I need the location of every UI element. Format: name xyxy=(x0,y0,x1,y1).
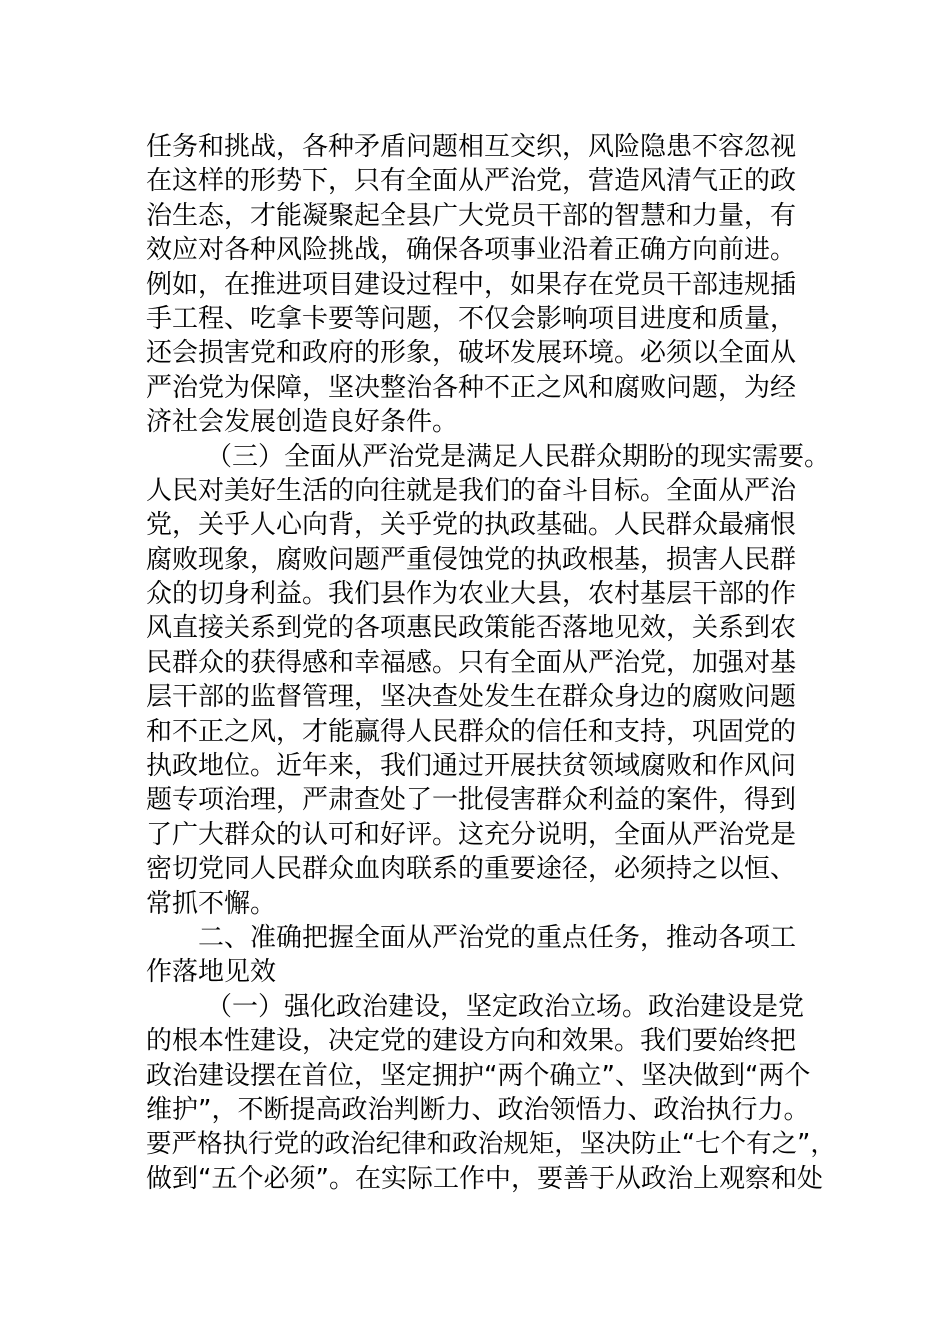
paragraph-line: 了广大群众的认可和好评。这充分说明，全面从严治党是 xyxy=(146,819,797,850)
paragraph-line: 执政地位。近年来，我们通过开展扶贫领域腐败和作风问 xyxy=(146,751,797,782)
subsection-heading-3: （三）全面从严治党是满足人民群众期盼的现实需要。 xyxy=(206,441,831,472)
paragraph-line: 层干部的监督管理，坚决查处发生在群众身边的腐败问题 xyxy=(146,682,797,713)
paragraph-line: 民群众的获得感和幸福感。只有全面从严治党，加强对基 xyxy=(146,647,797,678)
paragraph-line: 任务和挑战，各种矛盾问题相互交织，风险隐患不容忽视 xyxy=(146,132,797,162)
paragraph-line: 例如，在推进项目建设过程中，如果存在党员干部违规插 xyxy=(146,269,797,300)
paragraph-line: 做到“五个必须”。在实际工作中，要善于从政治上观察和处 xyxy=(146,1163,823,1194)
paragraph-line: 的根本性建设，决定党的建设方向和效果。我们要始终把 xyxy=(146,1026,797,1057)
section-heading-2-continued: 作落地见效 xyxy=(146,957,277,988)
paragraph-line: 和不正之风，才能赢得人民群众的信任和支持，巩固党的 xyxy=(146,716,797,747)
paragraph-line: 人民对美好生活的向往就是我们的奋斗目标。全面从严治 xyxy=(146,475,797,506)
paragraph-line: 风直接关系到党的各项惠民政策能否落地见效，关系到农 xyxy=(146,613,797,644)
paragraph-line: 济社会发展创造良好条件。 xyxy=(146,407,459,438)
paragraph-line: 题专项治理，严肃查处了一批侵害群众利益的案件，得到 xyxy=(146,785,797,816)
paragraph-line: 政治建设摆在首位，坚定拥护“两个确立”、坚决做到“两个 xyxy=(146,1060,811,1091)
paragraph-line: 众的切身利益。我们县作为农业大县，农村基层干部的作 xyxy=(146,579,797,610)
paragraph-line: 腐败现象，腐败问题严重侵蚀党的执政根基，损害人民群 xyxy=(146,544,797,575)
paragraph-line: 效应对各种风险挑战，确保各项事业沿着正确方向前进。 xyxy=(146,235,797,266)
paragraph-line: 手工程、吃拿卡要等问题，不仅会影响项目进度和质量， xyxy=(146,303,797,334)
paragraph-line: 治生态，才能凝聚起全县广大党员干部的智慧和力量，有 xyxy=(146,200,797,231)
document-body xyxy=(146,130,836,1196)
paragraph-line: 严治党为保障，坚决整治各种不正之风和腐败问题，为经 xyxy=(146,372,797,403)
paragraph-line: 在这样的形势下，只有全面从严治党，营造风清气正的政 xyxy=(146,166,797,197)
paragraph-line: 还会损害党和政府的形象，破坏发展环境。必须以全面从 xyxy=(146,338,797,369)
section-heading-2: 二、准确把握全面从严治党的重点任务，推动各项工 xyxy=(198,922,797,953)
paragraph-line: 党，关乎人心向背，关乎党的执政基础。人民群众最痛恨 xyxy=(146,510,797,541)
paragraph-line: 维护”，不断提高政治判断力、政治领悟力、政治执行力。 xyxy=(146,1094,810,1125)
paragraph-line: 要严格执行党的政治纪律和政治规矩，坚决防止“七个有之”， xyxy=(146,1129,836,1160)
subsection-heading-1: （一）强化政治建设，坚定政治立场。政治建设是党 xyxy=(206,991,805,1022)
paragraph-line: 常抓不懈。 xyxy=(146,888,277,919)
paragraph-line: 密切党同人民群众血肉联系的重要途径，必须持之以恒、 xyxy=(146,854,797,885)
